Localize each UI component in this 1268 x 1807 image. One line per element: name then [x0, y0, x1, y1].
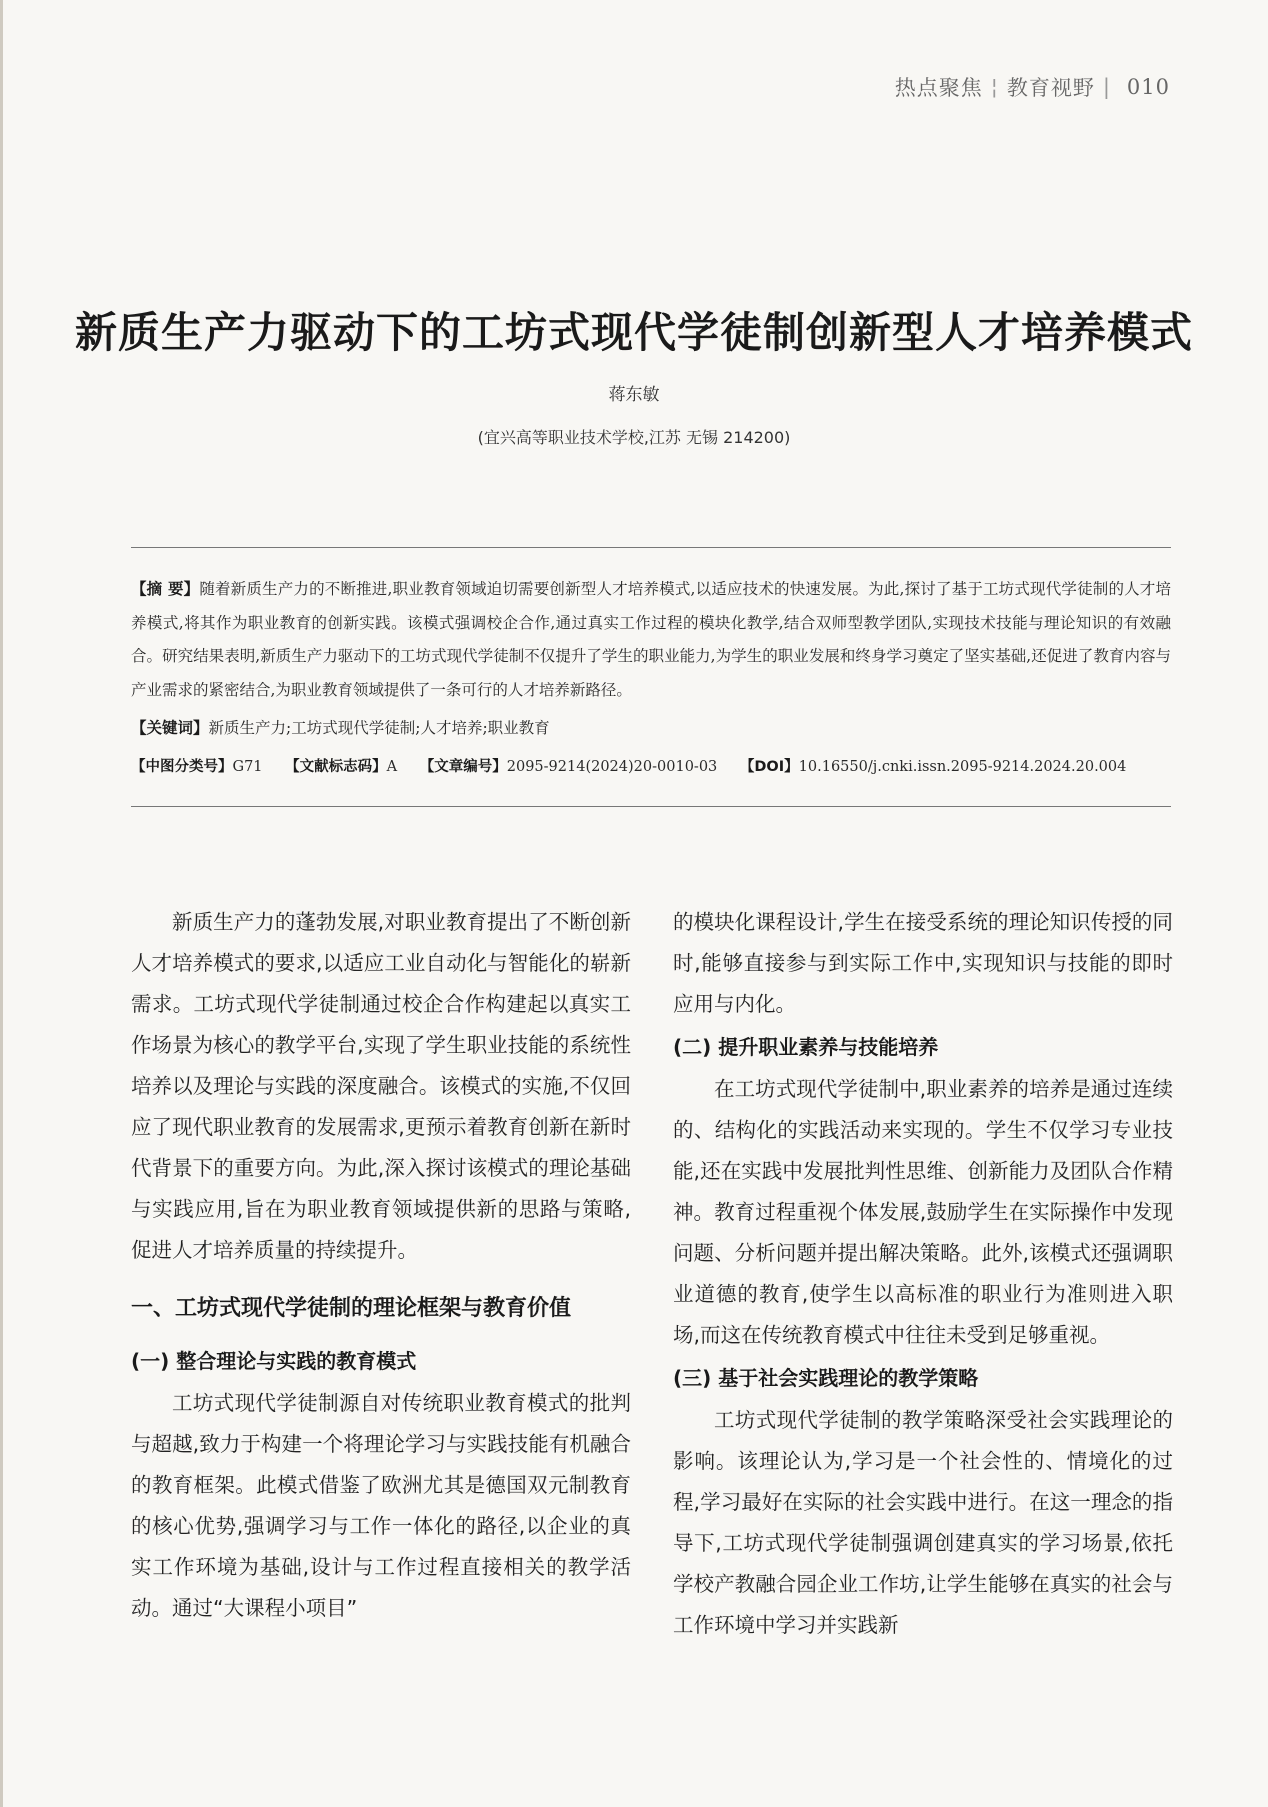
subsection-2-paragraph: 在工坊式现代学徒制中,职业素养的培养是通过连续的、结构化的实践活动来实现的。学生不仅学习专业技能,还在实践中发展批判性思维、创新能力及团队合作精神。教育过程重视个体发展,鼓励学生在实际操作中发现问题、分析问题并提出解决策略。此外,该模式还强调职业道德的教育,使学生以高标准的职业行为准则进入职场,而这在传统教育模式中往往未受到足够重视。	[673, 1077, 1173, 1347]
keywords-label: 【关键词】	[131, 719, 209, 737]
keywords-text: 新质生产力;工坊式现代学徒制;人才培养;职业教育	[208, 719, 550, 737]
subsection-heading-1: (一) 整合理论与实践的教育模式	[131, 1349, 417, 1373]
doc-code-value: A	[386, 759, 398, 775]
abstract	[131, 573, 1171, 707]
keywords	[131, 716, 1171, 738]
header-separator: ¦	[990, 75, 999, 99]
doi-value: 10.16550/j.cnki.issn.2095-9214.2024.20.004	[798, 759, 1127, 775]
classification-line	[131, 755, 1171, 776]
clc-value: G71	[232, 759, 263, 775]
clc-label: 【中图分类号】	[131, 759, 233, 775]
intro-paragraph: 新质生产力的蓬勃发展,对职业教育提出了不断创新人才培养模式的要求,以适应工业自动化与智能化的崭新需求。工坊式现代学徒制通过校企合作构建起以真实工作场景为核心的教学平台,实现了学生职业技能的系统性培养以及理论与实践的深度融合。该模式的实施,不仅回应了现代职业教育的发展需求,更预示着教育创新在新时代背景下的重要方向。为此,深入探讨该模式的理论基础与实践应用,旨在为职业教育领域提供新的思路与策略,促进人才培养质量的持续提升。	[131, 910, 631, 1262]
section-heading-1: 一、工坊式现代学徒制的理论框架与教育价值	[131, 1296, 572, 1321]
bottom-rule	[131, 806, 1171, 807]
subsection-3-paragraph: 工坊式现代学徒制的教学策略深受社会实践理论的影响。该理论认为,学习是一个社会性的、情境化的过程,学习最好在实际的社会实践中进行。在这一理念的指导下,工坊式现代学徒制强调创建真实的学习场景,依托学校产教融合园企业工作坊,让学生能够在真实的社会与工作环境中学习并实践新	[673, 1408, 1173, 1637]
body-column-right	[673, 902, 1173, 1646]
header-subsection: 教育视野	[1006, 76, 1095, 100]
author-name: 蒋东敏	[608, 385, 660, 405]
article-title: 新质生产力驱动下的工坊式现代学徒制创新型人才培养模式	[74, 308, 1193, 357]
article-number-label: 【文章编号】	[419, 759, 507, 775]
subsection-1-continuation: 的模块化课程设计,学生在接受系统的理论知识传授的同时,能够直接参与到实际工作中,实现知识与技能的即时应用与内化。	[673, 910, 1173, 1016]
subsection-heading-3: (三) 基于社会实践理论的教学策略	[673, 1366, 979, 1390]
abstract-text: 随着新质生产力的不断推进,职业教育领域迫切需要创新型人才培养模式,以适应技术的快速发展。为此,探讨了基于工坊式现代学徒制的人才培养模式,将其作为职业教育的创新实践。该模式强调校企合作,通过真实工作过程的模块化教学,结合双师型教学团队,实现技术技能与理论知识的有效融合。研究结果表明,新质生产力驱动下的工坊式现代学徒制不仅提升了学生的职业能力,为学生的职业发展和终身学习奠定了坚实基础,还促进了教育内容与产业需求的紧密结合,为职业教育领域提供了一条可行的人才培养新路径。	[131, 580, 1171, 699]
doc-code-label: 【文献标志码】	[285, 759, 387, 775]
body-column-left	[131, 902, 631, 1629]
header-section: 热点聚焦	[894, 76, 983, 100]
top-rule	[131, 547, 1171, 548]
page-number: 010	[1126, 75, 1170, 99]
header-divider: |	[1102, 75, 1111, 99]
abstract-label: 【摘 要】	[131, 580, 200, 598]
article-number-value: 2095-9214(2024)20-0010-03	[506, 759, 718, 775]
scan-edge	[0, 0, 3, 1807]
subsection-1-paragraph: 工坊式现代学徒制源自对传统职业教育模式的批判与超越,致力于构建一个将理论学习与实践技能有机融合的教育框架。此模式借鉴了欧洲尤其是德国双元制教育的核心优势,强调学习与工作一体化的路径,以企业的真实工作环境为基础,设计与工作过程直接相关的教学活动。通过“大课程小项目”	[131, 1391, 631, 1620]
subsection-heading-2: (二) 提升职业素养与技能培养	[673, 1035, 939, 1059]
running-header	[895, 72, 1170, 102]
doi-label: 【DOI】	[739, 759, 799, 775]
author-affiliation: (宜兴高等职业技术学校,江苏 无锡 214200)	[477, 428, 791, 447]
